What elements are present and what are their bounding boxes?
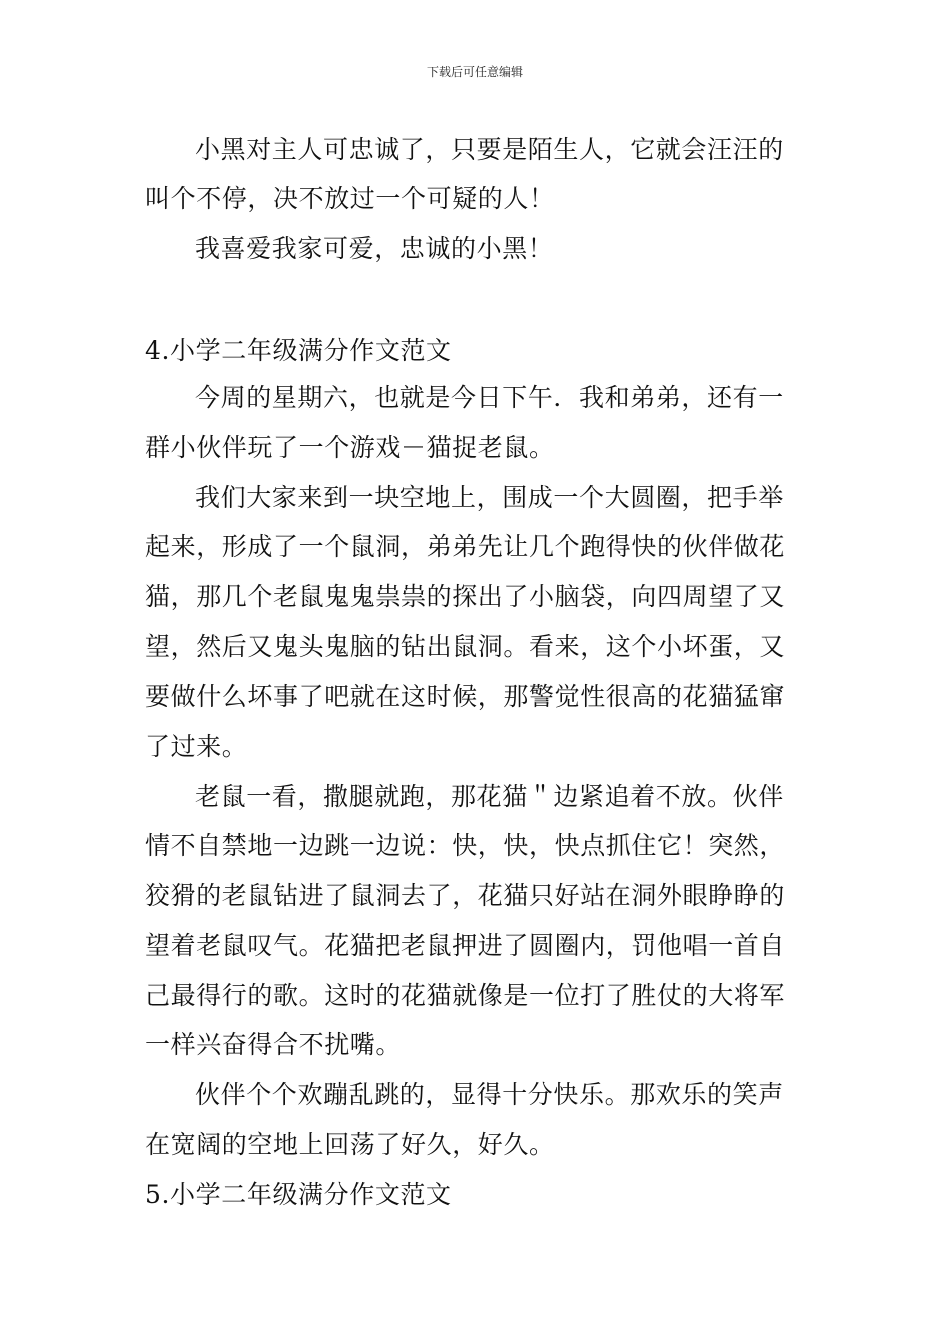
paragraph-line: 望，然后又鬼头鬼脑的钻出鼠洞。看来，这个小坏蛋，又 <box>145 632 786 661</box>
paragraph-line: 己最得行的歌。这时的花猫就像是一位打了胜仗的大将军 <box>145 981 786 1010</box>
paragraph-line: 叫个不停，决不放过一个可疑的人！ <box>145 184 555 213</box>
paragraph-line: 老鼠一看，撒腿就跑，那花猫＂边紧追着不放。伙伴 <box>195 782 784 811</box>
section-heading: 5.小学二年级满分作文范文 <box>145 1180 452 1209</box>
paragraph-line: 要做什么坏事了吧就在这时候，那警觉性很高的花猫猛窜 <box>145 682 786 711</box>
paragraph-line: 小黑对主人可忠诚了，只要是陌生人，它就会汪汪的 <box>195 135 784 164</box>
paragraph-line: 了过来。 <box>145 732 248 761</box>
paragraph-line: 群小伙伴玩了一个游戏－猫捉老鼠。 <box>145 433 555 462</box>
paragraph-line: 猫，那几个老鼠鬼鬼祟祟的探出了小脑袋，向四周望了又 <box>145 582 786 611</box>
page-header: 下载后可任意编辑 <box>426 65 523 79</box>
paragraph-line: 狡猾的老鼠钻进了鼠洞去了，花猫只好站在洞外眼睁睁的 <box>145 881 786 910</box>
section-heading: 4.小学二年级满分作文范文 <box>145 336 452 365</box>
paragraph-line: 望着老鼠叹气。花猫把老鼠押进了圆圈内，罚他唱一首自 <box>145 931 786 960</box>
paragraph-line: 我喜爱我家可爱，忠诚的小黑！ <box>195 234 554 263</box>
paragraph-line: 我们大家来到一块空地上，围成一个大圆圈，把手举 <box>195 483 784 512</box>
paragraph-line: 起来，形成了一个鼠洞，弟弟先让几个跑得快的伙伴做花 <box>145 532 786 561</box>
paragraph-line: 伙伴个个欢蹦乱跳的，显得十分快乐。那欢乐的笑声 <box>195 1080 784 1109</box>
paragraph-line: 在宽阔的空地上回荡了好久，好久。 <box>145 1130 555 1159</box>
paragraph-line: 今周的星期六，也就是今日下午．我和弟弟，还有一 <box>195 383 784 412</box>
paragraph-line: 一样兴奋得合不扰嘴。 <box>145 1030 402 1059</box>
paragraph-line: 情不自禁地一边跳一边说：快，快，快点抓住它！突然， <box>145 831 786 860</box>
